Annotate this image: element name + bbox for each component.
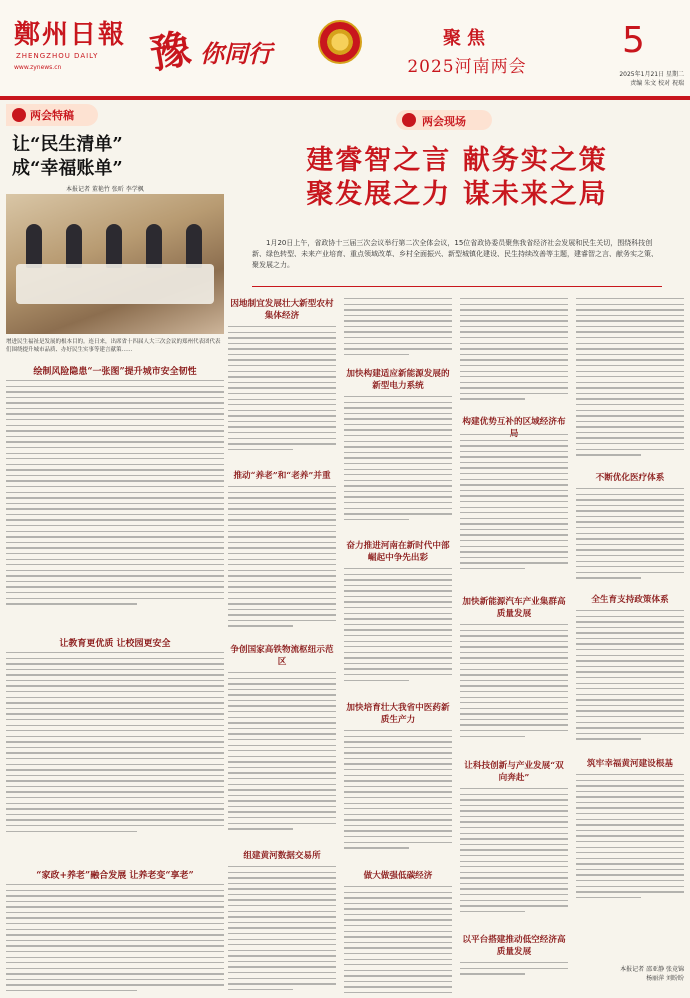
focus-title: 2025河南两会 (407, 57, 527, 77)
reporter-credits (588, 964, 684, 982)
section-heading: 组建黄河数据交易所 (243, 851, 321, 861)
body-text (460, 624, 568, 741)
headline-line-2: 成“幸福账单” (12, 158, 123, 179)
body-text (6, 380, 224, 609)
body-text (344, 298, 452, 359)
body-text (228, 326, 336, 454)
section-tag-icon (402, 113, 416, 127)
body-text (576, 488, 684, 583)
body-text (460, 962, 568, 979)
section-tag (396, 110, 492, 130)
body-text (344, 396, 452, 524)
body-text (6, 884, 224, 996)
delegates-photo (6, 194, 224, 334)
focus-label: 聚焦 (443, 28, 491, 49)
body-text (228, 486, 336, 631)
section-heading: 构建优势互补的区域经济布 (462, 417, 566, 427)
left-article (6, 104, 224, 992)
subhead: “家政+养老”融合发展 让养老变“享老” (36, 871, 194, 881)
section-heading: 做大做强低碳经济 (363, 871, 433, 881)
section-heading: 因地制宜发展壮大新型农村集体经济 (230, 299, 334, 321)
body-text (344, 886, 452, 998)
focus-banner (372, 24, 562, 84)
section-heading: 不断优化医疗体系 (595, 473, 665, 483)
person-figure (186, 224, 202, 268)
masthead-rule (0, 96, 690, 100)
main-headline-line-1: 建睿智之言 献务实之策 (306, 145, 608, 176)
section-heading: 奋力推进河南在新时代中部崛起中争先出彩 (346, 541, 450, 563)
reporter-line-2: 杨丽萍 刘盼盼 (646, 975, 684, 982)
body-text (576, 610, 684, 744)
section-heading: 筑牢幸福黄河建设根基 (587, 759, 673, 769)
body-text (228, 866, 336, 994)
section-heading: 以平台搭建推动低空经济高质量发展 (462, 935, 566, 957)
person-figure (146, 224, 162, 268)
main-headline-line-2: 聚发展之力 谋未来之局 (306, 179, 608, 210)
body-text (460, 788, 568, 916)
paper-logo: 鄭州日報 (14, 20, 127, 50)
byline: 本报记者 董艳竹 张昕 李学枫 (66, 186, 144, 193)
section-heading: 争创国家高铁物流枢纽示范区 (230, 645, 334, 667)
body-text (460, 434, 568, 573)
main-article (228, 104, 686, 992)
column-logo (146, 20, 300, 90)
subhead: 绘制风险隐患“一张图”提升城市安全韧性 (33, 367, 197, 377)
date-info (580, 70, 684, 88)
section-heading: 加快新能源汽车产业集群高质量发展 (462, 597, 566, 619)
person-figure (26, 224, 42, 268)
section-tag-label: 两会特稿 (30, 109, 74, 122)
body-text (460, 298, 568, 404)
masthead (0, 0, 690, 100)
main-headline (228, 144, 686, 212)
person-figure (106, 224, 122, 268)
body-text (576, 298, 684, 460)
national-emblem-icon (318, 20, 362, 64)
meeting-table (16, 264, 214, 304)
issue-date: 2025年1月21日 星期二 (619, 71, 684, 78)
body-text (228, 672, 336, 834)
column-logo-mark: 豫 (146, 24, 195, 79)
section-heading: 加快构建适应新能源发展的新型电力系统 (346, 369, 450, 391)
subhead: 让教育更优质 让校园更安全 (59, 639, 171, 649)
paper-url: www.zynews.cn (14, 64, 62, 71)
person-figure (66, 224, 82, 268)
reporter-line-1: 本报记者 邵亚静 张竟锦 (620, 966, 684, 973)
divider (252, 286, 662, 287)
body-text (576, 774, 684, 902)
section-tag-label: 两会现场 (422, 115, 466, 128)
section-heading: 全生育支持政策体系 (591, 595, 669, 605)
section-heading: 让科技创新与产业发展“双向奔赴” (464, 761, 564, 783)
body-text (6, 652, 224, 836)
section-tag (6, 104, 98, 126)
section-tag-icon (12, 108, 26, 122)
body-text (344, 568, 452, 685)
section-heading: 加快培育壮大我省中医药新质生产力 (346, 703, 450, 725)
column-logo-text: 你同行 (200, 39, 272, 68)
photo-caption: 增进民生福祉是发展的根本目的。连日来，出席省十四届人大三次会议的郑州代表团代表们围绕提升城市品质、办好民生实事等建言献策…… (6, 339, 221, 353)
section-heading: 推动“养老”和“老养”并重 (233, 471, 331, 481)
paper-logo-english: ZHENGZHOU DAILY (16, 52, 99, 60)
lead-paragraph: 1月20日上午，省政协十三届三次会议举行第二次全体会议，15位省政协委员聚焦我省经济社会发展和民生关切，围绕科技创新、绿色转型、未来产业培育、重点领域改革、乡村全面振兴、新型城镇化建设、民生持续改善等主题，建睿智之言、献务实之策、聚发展之力。 (252, 239, 658, 269)
page-number: 5 (622, 20, 645, 61)
body-text (344, 730, 452, 853)
headline-line-1: 让“民生清单” (12, 134, 123, 155)
editor-credits: 责编 朱文 校对 祝瑞 (630, 80, 684, 87)
